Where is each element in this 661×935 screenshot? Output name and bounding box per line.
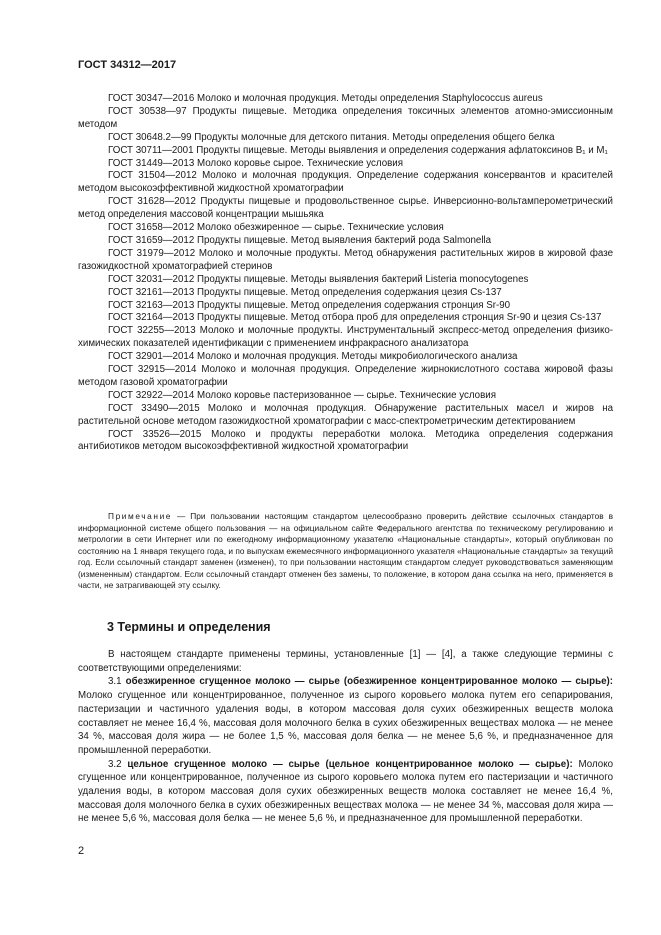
- term-name: обезжиренное сгущенное молоко — сырье (обезжиренное концентрированное молоко — сырье):: [125, 676, 613, 688]
- reference-item: ГОСТ 32915—2014 Молоко и молочная продукция. Определение жирнокислотного состава жировой фазы методом газовой хроматографии: [78, 364, 613, 388]
- term-definition-3-2: [78, 758, 613, 827]
- term-name: цельное сгущенное молоко — сырье (цельное концентрированное молоко — сырье):: [127, 758, 573, 770]
- reference-item: ГОСТ 31659—2012 Продукты пищевые. Метод выявления бактерий рода Salmonella: [108, 234, 492, 246]
- reference-item: ГОСТ 30538—97 Продукты пищевые. Методика определения токсичных элементов атомно-эмиссионным методом: [78, 105, 613, 130]
- reference-item: ГОСТ 31449—2013 Молоко коровье сырое. Технические условия: [108, 157, 404, 169]
- section-title: 3 Термины и определения: [107, 620, 271, 634]
- reference-item: ГОСТ 33490—2015 Молоко и молочная продукция. Обнаружение растительных масел и жиров на растительной основе методом газожидкостной хроматографии с масс-спектрометрическим детектированием: [78, 402, 613, 427]
- section-intro: В настоящем стандарте применены термины, установленные [1] — [4], а также следующие термины с соответствующими определениями:: [78, 649, 613, 674]
- term-text: Молоко сгущенное или концентрированное, полученное из сырого коровьего молока путем его пастеризации и частичного удаления воды, в котором массовая доля сухих обезжиренных веществ молока составляет не менее 16,4 %, массовая доля молочного белка в сухих обезжиренных веществах молока — не менее 34 %, массовая доля жира — не менее 5,6 %, массовая доля белка — не менее 5,6 %, и предназначенное для промышленной переработки.: [78, 758, 613, 825]
- page-number: 2: [78, 845, 85, 857]
- term-number: 3.1: [108, 676, 122, 688]
- note-label: Примечание: [108, 511, 173, 521]
- note-paragraph: [78, 511, 613, 592]
- reference-item: ГОСТ 31979—2012 Молоко и молочные продукты. Метод обнаружения растительных жиров в жировой фазе газожидкостной хроматографией стеринов: [78, 247, 613, 272]
- normative-references-list: [78, 93, 613, 454]
- reference-item: ГОСТ 30347—2016 Молоко и молочная продукция. Методы определения Staphylococcus aureus: [108, 93, 543, 104]
- reference-item: ГОСТ 31628—2012 Продукты пищевые и продовольственное сырье. Инверсионно-вольтамперометрический метод определения массовой концентрации мышьяка: [78, 196, 613, 221]
- term-number: 3.2: [108, 758, 122, 770]
- reference-item: ГОСТ 32164—2013 Продукты пищевые. Метод отбора проб для определения стронция Sr-90 и цезия Cs-137: [108, 312, 602, 324]
- reference-item: ГОСТ 32255—2013 Молоко и молочные продукты. Инструментальный экспресс-метод определения физико-химических показателей идентификации с применением инфракрасного анализатора: [78, 325, 613, 350]
- term-text: Молоко сгущенное или концентрированное, полученное из сырого коровьего молока путем его сепарирования, пастеризации и частичного удаления воды, в котором массовая доля сухих обезжиренных веществ молока составляет не менее 16,4 %, массовая доля молочного белка в сухих обезжиренных веществах молока — не менее 34 %, массовая доля жира — не более 1,5 %, массовая доля белка — не менее 5,6 %, и предназначенное для промышленной переработки.: [78, 690, 613, 756]
- reference-item: ГОСТ 30711—2001 Продукты пищевые. Методы выявления и определения содержания афлатоксинов B₁ и M₁: [108, 144, 608, 156]
- section-body: [78, 648, 613, 826]
- reference-item: ГОСТ 30648.2—99 Продукты молочные для детского питания. Методы определения общего белка: [108, 131, 555, 143]
- reference-item: ГОСТ 32922—2014 Молоко коровье пастеризованное — сырье. Технические условия: [108, 389, 496, 401]
- reference-item: ГОСТ 32031—2012 Продукты пищевые. Методы выявления бактерий Listeria monocytogenes: [108, 273, 529, 285]
- reference-item: ГОСТ 32161—2013 Продукты пищевые. Метод определения содержания цезия Cs-137: [108, 286, 502, 298]
- reference-item: ГОСТ 33526—2015 Молоко и продукты переработки молока. Методика определения содержания антибиотиков методом высокоэффективной жидкостной хроматографии: [78, 428, 613, 453]
- reference-item: ГОСТ 32901—2014 Молоко и молочная продукция. Методы микробиологического анализа: [108, 351, 518, 363]
- note-block: [78, 511, 613, 592]
- reference-item: ГОСТ 31504—2012 Молоко и молочная продукция. Определение содержания консервантов и красителей методом высокоэффективной жидкостной хроматографии: [78, 170, 613, 195]
- reference-item: ГОСТ 32163—2013 Продукты пищевые. Метод определения содержания стронция Sr-90: [108, 299, 511, 311]
- note-text: — При пользовании настоящим стандартом целесообразно проверить действие ссылочных стандартов в информационной системе общего пользования — на официальном сайте Федерального агентства по техническому регулированию и метрологии в сети Интернет или по ежегодному информационному указателю «Национальные стандарты», который опубликован по состоянию на 1 января текущего года, и по выпускам ежемесячного информационного указателя «Национальные стандарты» за текущий год. Если ссылочный стандарт заменен (изменен), то при пользовании настоящим стандартом следует руководствоваться заменяющим (измененным) стандартом. Если ссылочный стандарт отменен без замены, то положение, в котором дана ссылка на него, применяется в части, не затрагивающей эту ссылку.: [78, 511, 613, 590]
- reference-item: ГОСТ 31658—2012 Молоко обезжиренное — сырье. Технические условия: [108, 222, 444, 234]
- document-code-header: ГОСТ 34312—2017: [78, 59, 177, 71]
- term-definition-3-1: [78, 675, 613, 757]
